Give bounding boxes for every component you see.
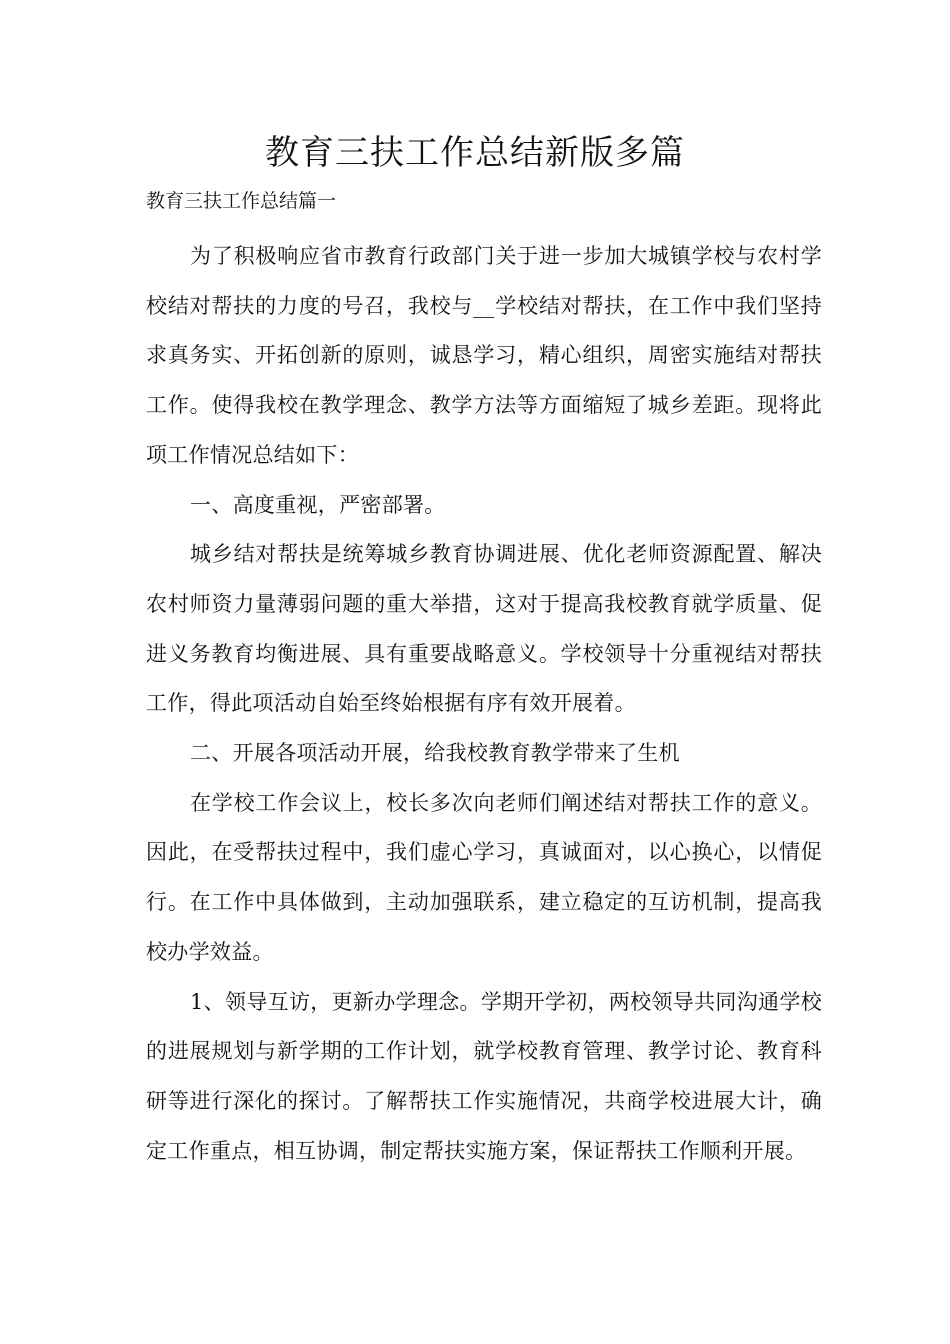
paragraph-section-2: 在学校工作会议上，校长多次向老师们阐述结对帮扶工作的意义。因此，在受帮扶过程中，我们虚心学习，真诚面对，以心换心，以情促行。在工作中具体做到，主动加强联系，建立稳定的互访机制，提高我校办学效益。	[146, 790, 822, 964]
document-body	[146, 232, 822, 1176]
document-title: 教育三扶工作总结新版多篇	[265, 133, 685, 173]
paragraph-intro: 为了积极响应省市教育行政部门关于进一步加大城镇学校与农村学校结对帮扶的力度的号召，我校与__学校结对帮扶，在工作中我们坚持求真务实、开拓创新的原则，诚恳学习，精心组织，周密实施结对帮扶工作。使得我校在教学理念、教学方法等方面缩短了城乡差距。现将此项工作情况总结如下：	[146, 244, 822, 467]
heading-section-2: 二、开展各项活动开展，给我校教育教学带来了生机	[190, 741, 680, 766]
paragraph-section-1: 城乡结对帮扶是统筹城乡教育协调进展、优化老师资源配置、解决农村师资力量薄弱问题的重大举措，这对于提高我校教育就学质量、促进义务教育均衡进展、具有重要战略意义。学校领导十分重视结对帮扶工作，得此项活动自始至终始根据有序有效开展着。	[146, 542, 822, 716]
heading-section-1: 一、高度重视，严密部署。	[190, 492, 446, 517]
paragraph-leader-visits: 1、领导互访，更新办学理念。学期开学初，两校领导共同沟通学校的进展规划与新学期的工作计划，就学校教育管理、教学讨论、教育科研等进行深化的探讨。了解帮扶工作实施情况，共商学校进展大计，确定工作重点，相互协调，制定帮扶实施方案，保证帮扶工作顺利开展。	[146, 989, 822, 1163]
section-subtitle: 教育三扶工作总结篇一	[146, 190, 337, 212]
